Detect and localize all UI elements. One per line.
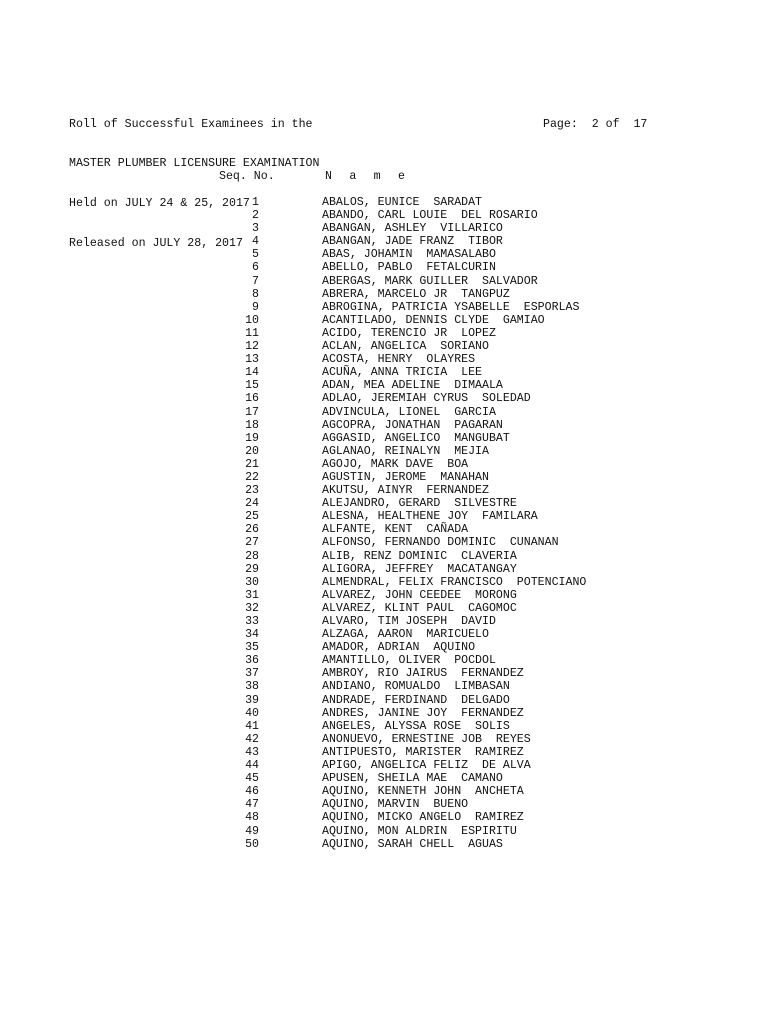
table-row [0,248,768,261]
seq-number: 46 [245,785,259,799]
seq-number: 5 [252,248,259,262]
seq-number: 18 [245,418,259,432]
examinee-name: ACANTILADO, DENNIS CLYDE GAMIAO [322,313,545,327]
table-row [0,615,768,628]
page-number: Page: 2 of 17 [543,117,648,131]
examinee-name: ABANDO, CARL LOUIE DEL ROSARIO [322,209,538,223]
examinee-name: APUSEN, SHEILA MAE CAMANO [322,772,503,786]
table-row [0,222,768,235]
table-row [0,550,768,563]
header-line-exam: MASTER PLUMBER LICENSURE EXAMINATION [69,157,320,171]
examinee-name: ACLAN, ANGELICA SORIANO [322,340,489,354]
examinee-name: ANONUEVO, ERNESTINE JOB REYES [322,732,531,746]
examinee-list [0,196,768,851]
table-row [0,301,768,314]
examinee-name: ABELLO, PABLO FETALCURIN [322,261,496,275]
table-row [0,510,768,523]
table-row [0,261,768,274]
table-row [0,471,768,484]
seq-number: 45 [245,772,259,786]
table-row [0,275,768,288]
examinee-name: ABANGAN, JADE FRANZ TIBOR [322,235,503,249]
table-row [0,772,768,785]
table-row [0,484,768,497]
examinee-name: AMBROY, RIO JAIRUS FERNANDEZ [322,667,524,681]
examinee-name: ALZAGA, AARON MARICUELO [322,628,489,642]
seq-number: 22 [245,470,259,484]
seq-number: 50 [245,837,259,851]
seq-number: 11 [245,326,259,340]
table-row [0,327,768,340]
table-row [0,667,768,680]
seq-number: 15 [245,379,259,393]
seq-number: 40 [245,706,259,720]
table-row [0,811,768,824]
seq-number: 8 [252,287,259,301]
examinee-name: ALESNA, HEALTHENE JOY FAMILARA [322,510,538,524]
table-row [0,694,768,707]
table-row [0,445,768,458]
table-row [0,419,768,432]
examinee-name: ADLAO, JEREMIAH CYRUS SOLEDAD [322,392,531,406]
examinee-name: ALIB, RENZ DOMINIC CLAVERIA [322,549,517,563]
seq-number: 19 [245,431,259,445]
examinee-name: ABALOS, EUNICE SARADAT [322,196,483,209]
header-line-held: Held on JULY 24 & 25, 2017 [69,197,250,211]
examinee-name: ACIDO, TERENCIO JR LOPEZ [322,326,496,340]
table-row [0,366,768,379]
seq-number: 17 [245,405,259,419]
table-row [0,563,768,576]
seq-number: 2 [252,209,259,223]
seq-number: 28 [245,549,259,563]
table-row [0,785,768,798]
seq-number: 10 [245,313,259,327]
seq-number: 16 [245,392,259,406]
seq-number: 13 [245,353,259,367]
seq-number: 29 [245,562,259,576]
seq-number: 4 [252,235,259,249]
examinee-name: AQUINO, MARVIN BUENO [322,798,469,812]
seq-number: 47 [245,798,259,812]
examinee-name: APIGO, ANGELICA FELIZ DE ALVA [322,759,531,773]
table-row [0,340,768,353]
examinee-name: ACOSTA, HENRY OLAYRES [322,353,476,367]
seq-number: 26 [245,523,259,537]
seq-number: 31 [245,588,259,602]
examinee-name: AMANTILLO, OLIVER POCDOL [322,654,496,668]
table-row [0,680,768,693]
table-row [0,288,768,301]
table-row [0,589,768,602]
examinee-name: ALMENDRAL, FELIX FRANCISCO POTENCIANO [322,575,587,589]
seq-number: 25 [245,510,259,524]
table-row [0,353,768,366]
seq-number: 49 [245,824,259,838]
examinee-name: AKUTSU, AINYR FERNANDEZ [322,484,489,498]
seq-number: 30 [245,575,259,589]
header-line-released: Released on JULY 28, 2017 [69,237,243,251]
seq-number: 7 [252,274,259,288]
seq-number: 24 [245,497,259,511]
examinee-name: ALFANTE, KENT CAÑADA [322,523,469,537]
examinee-name: AQUINO, MICKO ANGELO RAMIREZ [322,811,524,825]
seq-number: 3 [252,222,259,236]
examinee-name: ANDRES, JANINE JOY FERNANDEZ [322,706,524,720]
table-row [0,379,768,392]
seq-number: 35 [245,641,259,655]
seq-number: 39 [245,693,259,707]
table-row [0,392,768,405]
examinee-name: ALFONSO, FERNANDO DOMINIC CUNANAN [322,536,559,550]
header-line-title: Roll of Successful Examinees in the [69,117,313,131]
examinee-name: ANGELES, ALYSSA ROSE SOLIS [322,719,510,733]
table-row [0,432,768,445]
examinee-name: AGOJO, MARK DAVE BOA [322,457,469,471]
seq-number: 23 [245,484,259,498]
table-row [0,746,768,759]
table-row [0,406,768,419]
table-row [0,654,768,667]
seq-number: 38 [245,680,259,694]
examinee-name: ABROGINA, PATRICIA YSABELLE ESPORLAS [322,300,580,314]
table-row [0,838,768,851]
examinee-name: AQUINO, KENNETH JOHN ANCHETA [322,785,524,799]
examinee-name: ALVARO, TIM JOSEPH DAVID [322,615,496,628]
examinee-name: ABRERA, MARCELO JR TANGPUZ [322,287,510,301]
seq-number: 43 [245,745,259,759]
seq-number: 14 [245,366,259,380]
examinee-name: ALVAREZ, JOHN CEEDEE MORONG [322,588,517,602]
seq-number: 9 [252,300,259,314]
examinee-name: AQUINO, MON ALDRIN ESPIRITU [322,824,517,838]
table-row [0,759,768,772]
table-row [0,235,768,251]
examinee-name: ANDIANO, ROMUALDO LIMBASAN [322,680,510,694]
table-row [0,536,768,549]
examinee-name: ALVAREZ, KLINT PAUL CAGOMOC [322,601,517,615]
examinee-name: AGCOPRA, JONATHAN PAGARAN [322,418,503,432]
examinee-name: ALEJANDRO, GERARD SILVESTRE [322,497,517,511]
seq-number: 1 [252,196,259,209]
table-row [0,602,768,615]
seq-number: 41 [245,719,259,733]
examinee-name: ANTIPUESTO, MARISTER RAMIREZ [322,745,524,759]
table-row [0,196,768,209]
seq-number: 36 [245,654,259,668]
examinee-name: ALIGORA, JEFFREY MACATANGAY [322,562,517,576]
table-row [0,707,768,720]
seq-number: 21 [245,457,259,471]
table-row [0,497,768,510]
examinee-name: AGLANAO, REINALYN MEJIA [322,444,489,458]
table-row [0,523,768,536]
seq-number: 32 [245,601,259,615]
table-row [0,209,768,222]
table-row [0,733,768,746]
table-row [0,576,768,589]
examinee-name: ABANGAN, ASHLEY VILLARICO [322,222,503,236]
table-row [0,798,768,811]
examinee-name: AMADOR, ADRIAN AQUINO [322,641,476,655]
seq-number: 20 [245,444,259,458]
seq-number: 42 [245,732,259,746]
table-row [0,641,768,654]
examinee-name: ABAS, JOHAMIN MAMASALABO [322,248,496,262]
examinee-name: ABERGAS, MARK GUILLER SALVADOR [322,274,538,288]
seq-number: 6 [252,261,259,275]
table-row [0,720,768,733]
seq-number: 48 [245,811,259,825]
examinee-name: AGGASID, ANGELICO MANGUBAT [322,431,510,445]
examinee-name: ANDRADE, FERDINAND DELGADO [322,693,510,707]
seq-number: 34 [245,628,259,642]
table-row [0,314,768,327]
table-row [0,628,768,641]
seq-number: 33 [245,615,259,628]
examinee-name: AQUINO, SARAH CHELL AGUAS [322,837,503,851]
seq-number: 44 [245,759,259,773]
table-row [0,458,768,471]
examinee-name: AGUSTIN, JEROME MANAHAN [322,470,489,484]
seq-number: 12 [245,340,259,354]
column-header-name: N a m e [325,170,411,183]
examinee-name: ADVINCULA, LIONEL GARCIA [322,405,496,419]
table-row [0,825,768,838]
seq-number: 27 [245,536,259,550]
column-header-seq: Seq. No. [219,170,275,183]
seq-number: 37 [245,667,259,681]
examinee-name: ACUÑA, ANNA TRICIA LEE [322,366,483,380]
examinee-name: ADAN, MEA ADELINE DIMAALA [322,379,503,393]
